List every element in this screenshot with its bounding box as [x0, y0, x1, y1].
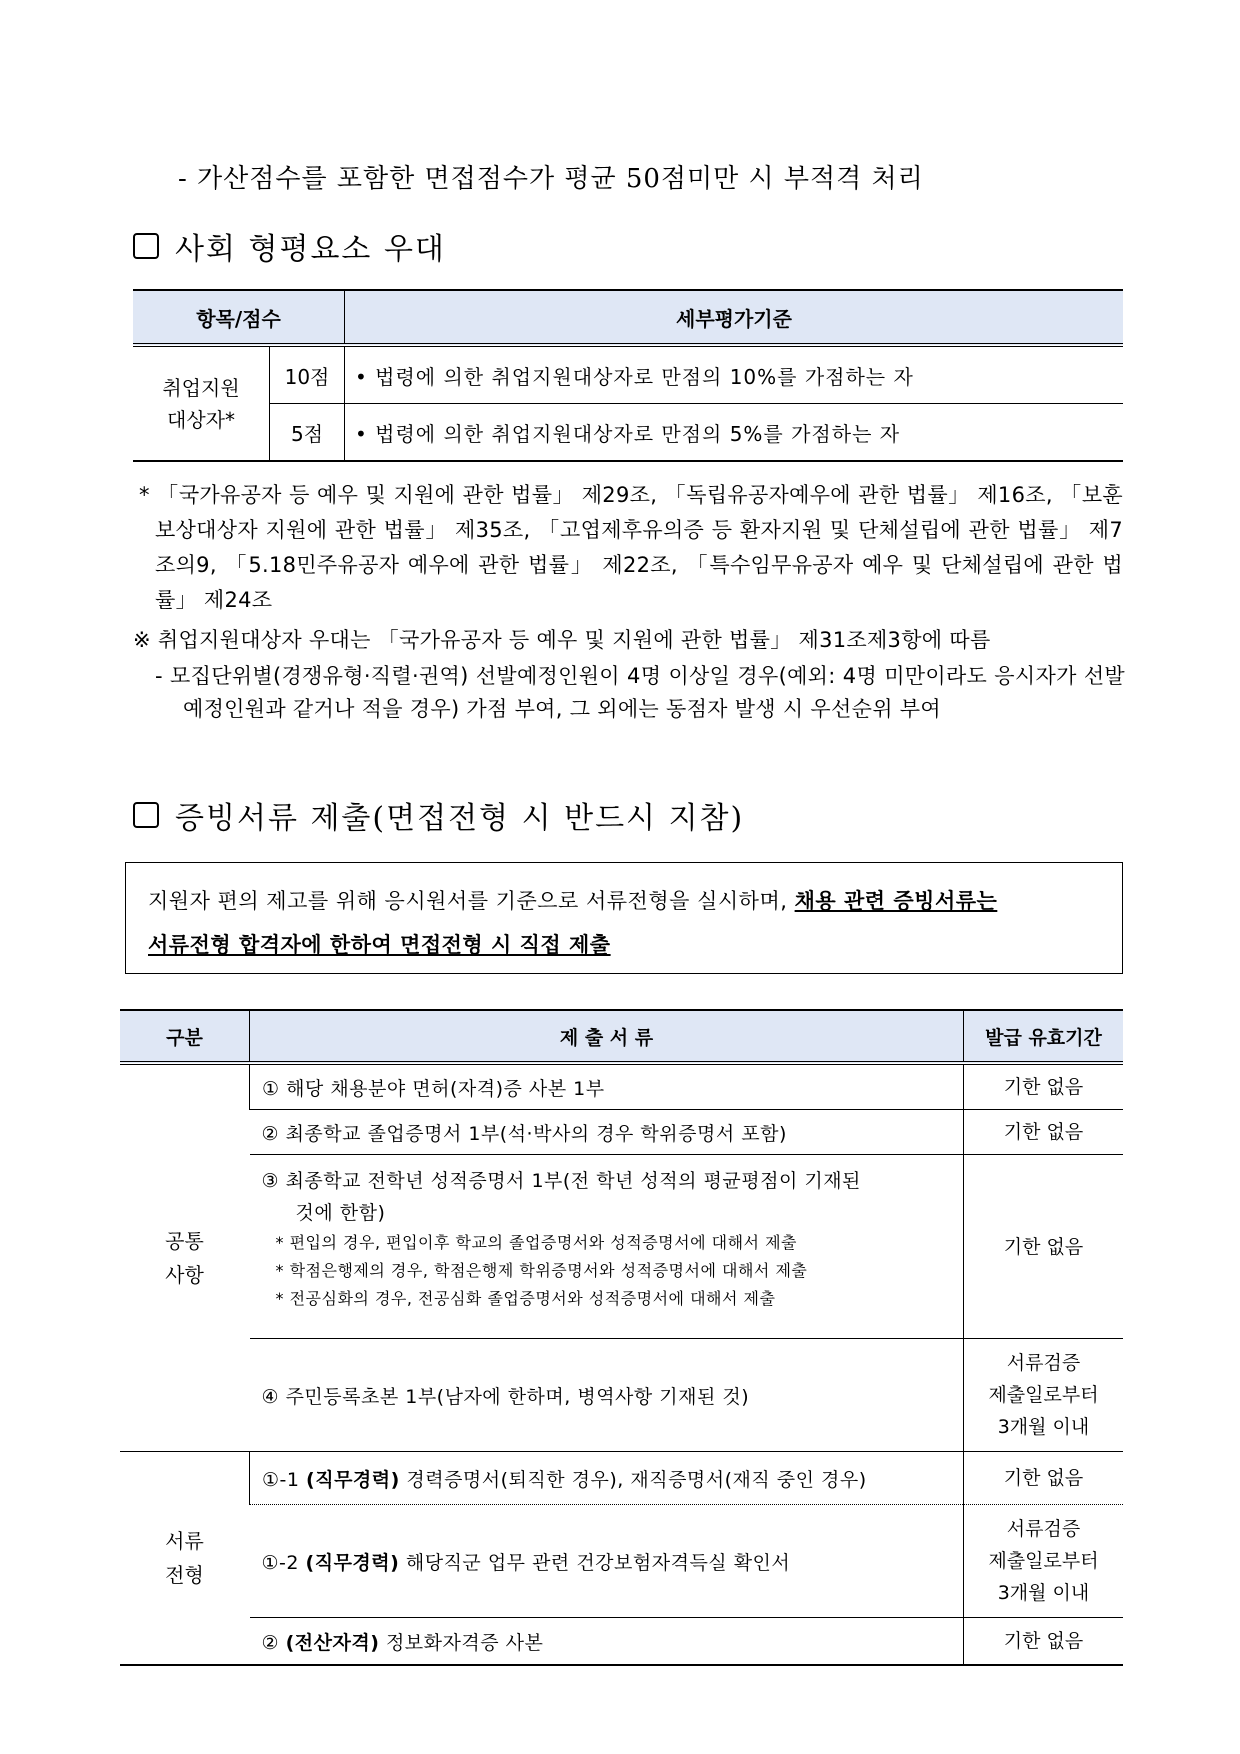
checkbox-icon: [133, 233, 159, 259]
validity-line: 3개월 이내: [997, 1582, 1090, 1604]
section-title-social-equity: [133, 224, 446, 268]
header-validity: 발급 유효기간: [964, 1010, 1124, 1063]
doc-number: ①-1: [262, 1468, 300, 1491]
section-title-documents: [133, 793, 744, 837]
header-documents: 제 출 서 류: [250, 1010, 964, 1063]
validity-line: 3개월 이내: [997, 1416, 1090, 1438]
table-row: [120, 1110, 1123, 1155]
validity-line: 서류검증: [1006, 1352, 1081, 1374]
validity-cell: 기한 없음: [964, 1618, 1124, 1666]
table-row: [120, 1505, 1123, 1618]
category-label: 취업지원 대상자*: [162, 375, 240, 432]
doc-number: ①-2: [261, 1551, 299, 1574]
criteria-cell: • 법령에 의한 취업지원대상자로 만점의 10%를 가점하는 자: [345, 345, 1124, 404]
doc-cell: [250, 1155, 964, 1339]
notice-emphasis: 서류전형 합격자에 한하여 면접전형 시 직접 제출: [148, 933, 611, 957]
validity-cell: [964, 1505, 1124, 1618]
doc-subnote: * 전공심화의 경우, 전공심화 졸업증명서와 성적증명서에 대해서 제출: [275, 1289, 776, 1308]
checkbox-icon: [133, 802, 159, 828]
header-criteria: 세부평가기준: [345, 290, 1124, 345]
header-item-score: 항목/점수: [133, 290, 345, 345]
doc-subnote: * 학점은행제의 경우, 학점은행제 학위증명서와 성적증명서에 대해서 제출: [275, 1261, 808, 1280]
doc-tag: (직무경력): [306, 1468, 400, 1491]
validity-line: 제출일로부터: [988, 1384, 1099, 1406]
doc-cell: [250, 1618, 964, 1666]
table-row: [133, 345, 1123, 404]
validity-cell: 기한 없음: [964, 1452, 1124, 1505]
doc-cell: [250, 1505, 964, 1618]
doc-number: ②: [261, 1631, 280, 1654]
doc-cell: ① 해당 채용분야 면허(자격)증 사본 1부: [250, 1063, 964, 1110]
table-row: [120, 1155, 1123, 1339]
doc-text: 경력증명서(퇴직한 경우), 재직증명서(재직 중인 경우): [406, 1468, 867, 1491]
documents-table: [120, 1009, 1123, 1666]
doc-subnote: * 편입의 경우, 편입이후 학교의 졸업증명서와 성적증명서에 대해서 제출: [275, 1233, 797, 1252]
doc-tag: (직무경력): [305, 1551, 400, 1574]
preference-note: ※ 취업지원대상자 우대는 「국가유공자 등 예우 및 지원에 관한 법률」 제31조제3항에 따름: [133, 628, 991, 652]
table-row: [133, 404, 1123, 462]
table-row: [120, 1618, 1123, 1666]
preference-subnote: - 모집단위별(경쟁유형·직렬·권역) 선발예정인원이 4명 이상일 경우(예외: 4명 미만이라도 응시자가 선발예정인원과 같거나 적을 경우) 가점 부여, 그 외에는 동점자 발생 시 우선순위 부여: [155, 664, 1125, 721]
group-cell: [120, 1063, 250, 1452]
table-row: [120, 1339, 1123, 1452]
validity-line: 서류검증: [1006, 1518, 1081, 1540]
doc-cell: [250, 1452, 964, 1505]
validity-cell: [964, 1339, 1124, 1452]
table-row: [120, 1452, 1123, 1505]
section-title-text: 증빙서류 제출(면접전형 시 반드시 지참): [175, 801, 745, 836]
notice-emphasis: 채용 관련 증빙서류는: [794, 889, 998, 913]
criteria-cell: • 법령에 의한 취업지원대상자로 만점의 5%를 가점하는 자: [345, 404, 1124, 462]
group-cell: [120, 1452, 250, 1666]
doc-line: ③ 최종학교 전학년 성적증명서 1부(전 학년 성적의 평균평점이 기재된: [261, 1170, 861, 1192]
validity-cell: 기한 없음: [964, 1155, 1124, 1339]
group-label: 공통 사항: [165, 1229, 204, 1287]
validity-cell: 기한 없음: [964, 1063, 1124, 1110]
doc-tag: (전산자격): [285, 1631, 380, 1654]
notice-text: 지원자 편의 제고를 위해 응시원서를 기준으로 서류전형을 실시하며,: [148, 889, 788, 913]
group-label: 서류 전형: [165, 1529, 204, 1587]
doc-text: 정보화자격증 사본: [385, 1631, 544, 1654]
doc-cell: ④ 주민등록초본 1부(남자에 한하며, 병역사항 기재된 것): [250, 1339, 964, 1452]
notice-box: [125, 862, 1123, 974]
category-cell: [133, 345, 270, 461]
header-category: 구분: [120, 1010, 250, 1063]
intro-line: - 가산점수를 포함한 면접점수가 평균 50점미만 시 부적격 처리: [178, 164, 924, 194]
validity-line: 제출일로부터: [988, 1550, 1099, 1572]
bonus-score-table: [133, 289, 1123, 462]
doc-line: 것에 한함): [295, 1202, 386, 1224]
doc-text: 해당직군 업무 관련 건강보험자격득실 확인서: [405, 1551, 791, 1574]
table-row: [120, 1063, 1123, 1110]
score-cell: 5점: [270, 404, 345, 462]
doc-cell: ② 최종학교 졸업증명서 1부(석·박사의 경우 학위증명서 포함): [250, 1110, 964, 1155]
validity-cell: 기한 없음: [964, 1110, 1124, 1155]
score-cell: 10점: [270, 345, 345, 404]
legal-footnote: * 「국가유공자 등 예우 및 지원에 관한 법률」 제29조, 「독립유공자예우에 관한 법률」 제16조, 「보훈보상대상자 지원에 관한 법률」 제35조, 「고엽제후유의증 등 환자지원 및 단체설립에 관한 법률」 제7조의9, 「5.18민주유공자 예우에 관한 법률」 제22조, 「특수임무유공자 예우 및 단체설립에 관한 법률」 제24조: [139, 483, 1123, 612]
section-title-text: 사회 형평요소 우대: [175, 232, 446, 267]
